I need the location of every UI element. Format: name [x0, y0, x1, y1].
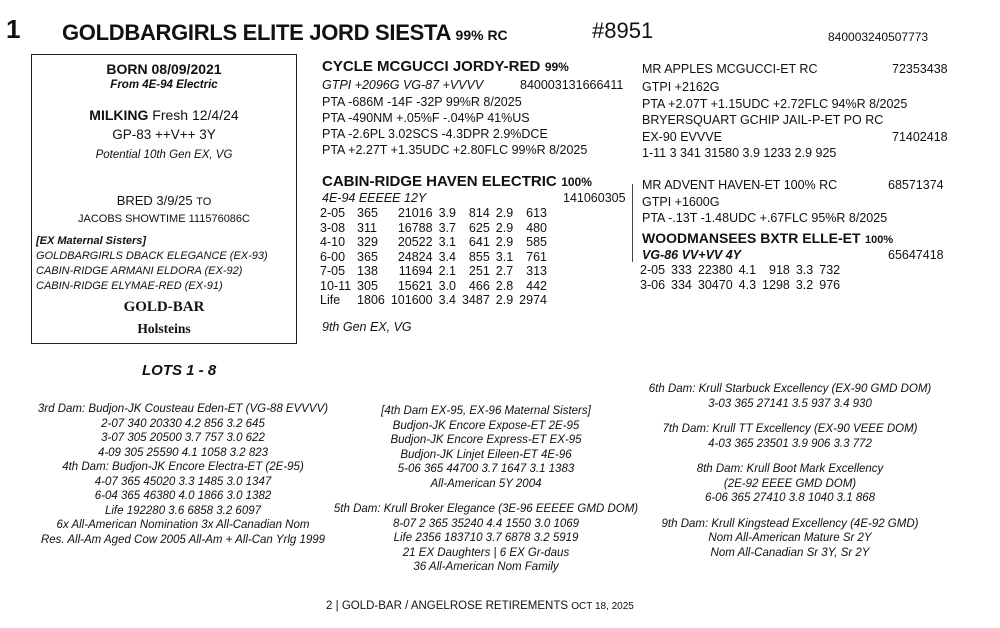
- family-line: 8-07 2 365 35240 4.4 1550 3.0 1069: [392, 517, 580, 530]
- dam-records-table: [320, 206, 553, 308]
- bred-sire: JACOBS SHOWTIME 111576086C: [78, 213, 250, 225]
- record-cell: 625: [468, 220, 490, 235]
- record-cell: 976: [819, 277, 841, 292]
- record-row: [320, 293, 553, 308]
- footer-separator: |: [335, 600, 339, 612]
- family-line: 6-06 365 27410 3.8 1040 3.1 868: [704, 492, 876, 504]
- potential: Potential 10th Gen EX, VG: [95, 149, 233, 161]
- milking-line: [32, 107, 296, 123]
- bred-to: TO: [196, 196, 212, 208]
- sisters-list: [36, 249, 268, 294]
- record-cell: 24824: [397, 249, 433, 264]
- tag-number: #8951: [592, 18, 654, 43]
- cow-name-line: [62, 20, 508, 46]
- record-cell: 918: [769, 263, 790, 277]
- lots-range: LOTS 1 - 8: [142, 362, 217, 379]
- record-cell: 2-05: [320, 206, 346, 220]
- born-from: From 4E-94 Electric: [110, 79, 218, 91]
- record-cell: 6-00: [320, 249, 346, 264]
- dam-dam-class: VG-86 VV+VV 4Y: [642, 248, 742, 262]
- family-line: 36 All-American Nom Family: [413, 561, 559, 573]
- record-cell: 1806: [357, 293, 385, 307]
- footer: [326, 600, 634, 612]
- brand-logo: GOLD-BAR: [123, 299, 205, 315]
- dam-sire-line: PTA -.13T -1.48UDC +.67FLC 95%R 8/2025: [642, 211, 888, 225]
- dam-sire-line: GTPI +1600G: [642, 195, 720, 209]
- family-line: 4-07 365 45020 3.3 1485 3.0 1347: [94, 475, 272, 488]
- record-row: [320, 221, 553, 236]
- family-line: 3-07 305 20500 3.7 757 3.0 622: [101, 432, 265, 444]
- record-cell: 15621: [397, 278, 433, 293]
- record-cell: 7-05: [320, 264, 346, 278]
- footer-title: GOLD-BAR / ANGELROSE RETIREMENTS: [341, 600, 569, 612]
- record-cell: 855: [468, 249, 490, 264]
- family-line: 5th Dam: Krull Broker Elegance (3E-96 EEEEE GMD DOM): [333, 503, 639, 515]
- record-cell: 585: [526, 235, 547, 249]
- record-cell: 305: [357, 278, 378, 293]
- record-cell: 466: [468, 278, 490, 293]
- record-cell: 4-10: [320, 235, 346, 249]
- record-cell: 2974: [519, 293, 547, 307]
- record-cell: 22380: [697, 263, 733, 277]
- family-column-3: [630, 382, 950, 560]
- record-cell: 732: [819, 263, 841, 277]
- record-cell: 3-08: [320, 220, 346, 235]
- record-cell: 3.0: [438, 278, 456, 293]
- cow-registration: 840003240507773: [828, 30, 929, 44]
- record-cell: 3.9: [438, 206, 456, 220]
- record-cell: 4.1: [738, 263, 757, 277]
- family-line: 6th Dam: Krull Starbuck Excellency (EX-90 GMD DOM): [648, 383, 932, 395]
- family-line: [4th Dam EX-95, EX-96 Maternal Sisters]: [381, 405, 591, 417]
- family-line: (2E-92 EEEE GMD DOM): [723, 477, 857, 490]
- family-line: 7th Dam: Krull TT Excellency (EX-90 VEEE DOM): [662, 423, 918, 435]
- record-cell: 3.1: [495, 249, 514, 264]
- sister-item: CABIN-RIDGE ELYMAE-RED (EX-91): [36, 280, 223, 292]
- record-cell: 641: [468, 235, 490, 249]
- family-column-2: [328, 404, 644, 575]
- record-cell: 442: [526, 278, 547, 293]
- sire-pct: 99%: [544, 60, 569, 74]
- sire-gtpi: GTPI +2096G VG-87 +VVVV: [322, 78, 484, 92]
- sire-sire-line: GTPI +2162G: [642, 80, 720, 94]
- record-cell: 3-06: [640, 277, 666, 292]
- sire-dam-registration: 71402418: [892, 130, 948, 144]
- sire-title: [322, 58, 569, 76]
- sire-registration: 840003131666411: [520, 78, 624, 92]
- sister-item: GOLDBARGIRLS DBACK ELEGANCE (EX-93): [36, 250, 268, 262]
- record-row: [320, 250, 553, 265]
- record-cell: 814: [468, 206, 490, 220]
- family-line: 3rd Dam: Budjon-JK Cousteau Eden-ET (VG-88 EVVVV): [37, 403, 329, 415]
- record-cell: 1298: [762, 277, 790, 292]
- family-line: 9th Dam: Krull Kingstead Excellency (4E-92 GMD): [661, 517, 919, 530]
- sire-sire-lines: [642, 79, 907, 113]
- family-line: 3-03 365 27141 3.5 937 3.4 930: [708, 397, 872, 410]
- sire-name: CYCLE MCGUCCI JORDY-RED: [322, 58, 541, 75]
- record-cell: 2.9: [495, 220, 514, 235]
- sire-sire-name: MR APPLES MCGUCCI-ET RC: [642, 62, 818, 76]
- family-line: 5-06 365 44700 3.7 1647 3.1 1383: [397, 463, 575, 475]
- family-line: Life 2356 183710 3.7 6878 3.2 5919: [393, 532, 579, 544]
- divider: [632, 184, 633, 262]
- sire-sire-registration: 72353438: [892, 62, 948, 76]
- family-line: 8th Dam: Krull Boot Mark Excellency: [696, 463, 884, 475]
- dam-dam-registration: 65647418: [888, 248, 944, 262]
- cow-name: GOLDBARGIRLS ELITE JORD SIESTA: [62, 20, 452, 45]
- bred-line: [32, 193, 296, 208]
- brand-sub: Holsteins: [137, 321, 191, 336]
- dam-sire-registration: 68571374: [888, 178, 944, 192]
- record-cell: 3.2: [795, 277, 814, 292]
- record-cell: 329: [357, 235, 378, 249]
- family-line: 4-09 305 25590 4.1 1058 3.2 823: [97, 446, 269, 459]
- record-cell: 313: [526, 264, 547, 278]
- record-cell: 2.9: [495, 235, 514, 249]
- record-cell: 101600: [390, 293, 433, 307]
- dam-sire-lines: [642, 194, 887, 226]
- record-cell: 3487: [461, 293, 490, 307]
- dam-dam-records-table: [640, 263, 846, 292]
- record-row: [320, 235, 553, 250]
- record-cell: 10-11: [320, 278, 352, 293]
- record-cell: 30470: [697, 277, 733, 292]
- record-cell: 2.9: [495, 206, 514, 220]
- bred-date: BRED 3/9/25: [116, 193, 193, 208]
- sister-item: CABIN-RIDGE ARMANI ELDORA (EX-92): [36, 265, 243, 277]
- family-line: Budjon-JK Linjet Eileen-ET 4E-96: [400, 448, 572, 461]
- record-cell: 2-05: [640, 263, 666, 277]
- gp-score: GP-83 ++V++ 3Y: [112, 127, 216, 142]
- family-line: Res. All-Am Aged Cow 2005 All-Am + All-Can Yrlg 1999: [40, 533, 326, 546]
- record-cell: 3.7: [438, 220, 456, 235]
- family-line: Nom All-American Mature Sr 2Y: [708, 532, 872, 544]
- record-cell: 4.3: [738, 277, 757, 292]
- dam-name: CABIN-RIDGE HAVEN ELECTRIC: [322, 173, 557, 190]
- record-cell: 2.9: [495, 293, 514, 307]
- record-row: [320, 206, 553, 221]
- record-cell: 251: [468, 264, 490, 278]
- dam-dam-title: [642, 230, 893, 248]
- family-line: 4th Dam: Budjon-JK Encore Electra-ET (2E-95): [62, 461, 304, 473]
- record-cell: 11694: [398, 264, 433, 278]
- info-box: [31, 54, 297, 344]
- family-line: Budjon-JK Encore Expose-ET 2E-95: [392, 419, 580, 432]
- record-cell: 365: [357, 249, 378, 264]
- sire-ptas: [322, 94, 587, 158]
- record-cell: 334: [671, 277, 692, 292]
- lot-number: 1: [6, 14, 21, 44]
- record-cell: 2.8: [495, 278, 514, 293]
- dam-generations: 9th Gen EX, VG: [322, 320, 412, 334]
- family-line: 21 EX Daughters | 6 EX Gr-daus: [402, 546, 570, 559]
- record-cell: 2.1: [438, 264, 456, 278]
- family-line: 2-07 340 20330 4.2 856 3.2 645: [101, 417, 265, 430]
- cow-score: 99% RC: [455, 27, 508, 43]
- record-row: [640, 263, 846, 278]
- record-cell: Life: [320, 293, 341, 307]
- sire-sire-line: PTA +2.07T +1.15UDC +2.72FLC 94%R 8/2025: [642, 97, 908, 111]
- dam-dam-pct: 100%: [865, 234, 894, 246]
- milking-value: Fresh 12/4/24: [152, 107, 239, 123]
- page-number: 2: [326, 600, 333, 612]
- dam-pct: 100%: [561, 175, 592, 189]
- record-row: [320, 264, 553, 279]
- dam-dam-name: WOODMANSEES BXTR ELLE-ET: [642, 230, 861, 246]
- record-cell: 3.1: [438, 235, 456, 249]
- record-cell: 3.3: [795, 263, 814, 277]
- sire-dam-class: EX-90 EVVVE: [642, 130, 722, 144]
- sire-pta-line: PTA -686M -14F -32P 99%R 8/2025: [322, 95, 522, 109]
- record-row: [320, 279, 553, 294]
- dam-class: 4E-94 EEEEE 12Y: [322, 191, 427, 205]
- record-cell: 3.4: [438, 293, 456, 307]
- sire-dam-name: BRYERSQUART GCHIP JAIL-P-ET PO RC: [642, 113, 884, 127]
- record-cell: 311: [357, 220, 377, 235]
- record-cell: 365: [357, 206, 378, 220]
- sire-pta-line: PTA +2.27T +1.35UDC +2.80FLC 99%R 8/2025: [322, 143, 588, 157]
- born-date: BORN 08/09/2021: [106, 61, 222, 77]
- dam-title: [322, 173, 592, 191]
- record-cell: 480: [526, 220, 547, 235]
- record-cell: 613: [526, 206, 547, 220]
- record-cell: 333: [671, 263, 692, 277]
- record-cell: 138: [357, 264, 378, 278]
- sisters-header: [EX Maternal Sisters]: [36, 235, 147, 247]
- sire-pta-line: PTA -2.6PL 3.02SCS -4.3DPR 2.9%DCE: [322, 127, 548, 141]
- record-cell: 16788: [397, 220, 433, 235]
- family-line: 4-03 365 23501 3.9 906 3.3 772: [708, 437, 872, 450]
- family-line: All-American 5Y 2004: [430, 477, 542, 490]
- family-line: 6x All-American Nomination 3x All-Canadian Nom: [56, 519, 310, 531]
- family-line: Life 192280 3.6 6858 3.2 6097: [104, 504, 262, 517]
- sire-dam-record: 1-11 3 341 31580 3.9 1233 2.9 925: [642, 146, 837, 160]
- sire-pta-line: PTA -490NM +.05%F -.04%P 41%US: [322, 111, 530, 125]
- milking-label: MILKING: [89, 107, 149, 123]
- family-column-1: [18, 402, 348, 547]
- family-line: Nom All-Canadian Sr 3Y, Sr 2Y: [710, 546, 870, 559]
- record-cell: 20522: [397, 235, 433, 249]
- record-cell: 21016: [397, 206, 433, 220]
- footer-date: OCT 18, 2025: [571, 601, 634, 612]
- dam-registration: 141060305: [563, 191, 626, 205]
- record-cell: 3.4: [438, 249, 456, 264]
- record-cell: 2.7: [495, 264, 514, 278]
- family-line: Budjon-JK Encore Express-ET EX-95: [390, 434, 582, 446]
- record-cell: 761: [526, 249, 547, 264]
- record-row: [640, 278, 846, 293]
- family-line: 6-04 365 46380 4.0 1866 3.0 1382: [94, 490, 272, 502]
- dam-sire-name: MR ADVENT HAVEN-ET 100% RC: [642, 178, 838, 192]
